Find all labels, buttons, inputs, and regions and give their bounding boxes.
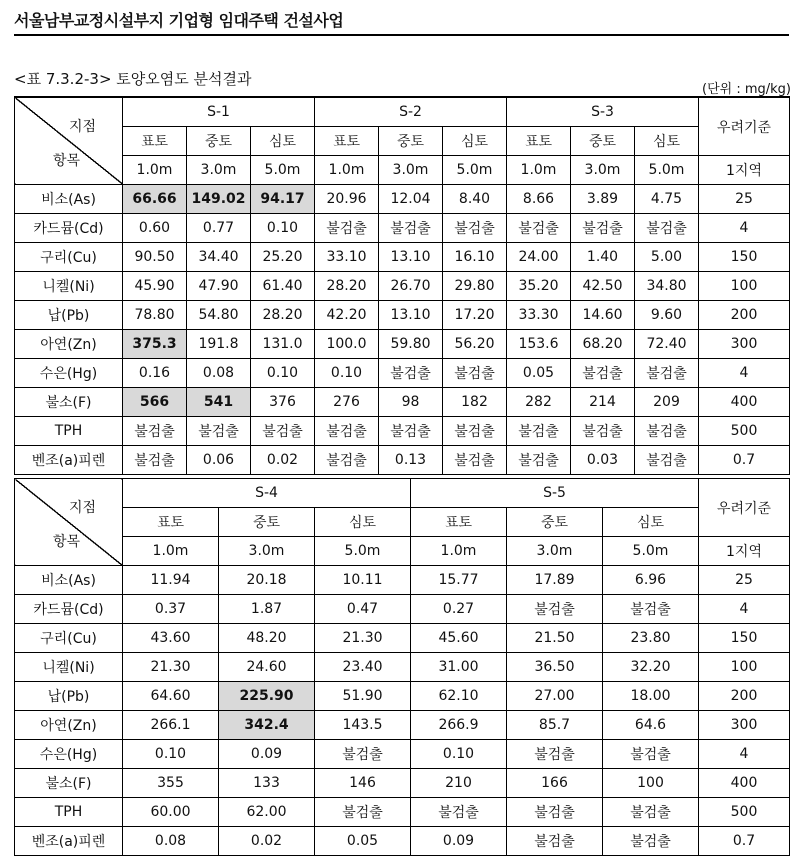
value-cell: 불검출 — [635, 446, 699, 475]
value-cell: 20.18 — [219, 566, 315, 595]
value-cell: 21.30 — [123, 653, 219, 682]
table-row — [15, 359, 790, 388]
standard-zone-header: 1지역 — [699, 156, 790, 185]
value-cell: 32.20 — [603, 653, 699, 682]
standard-value: 100 — [699, 272, 790, 301]
layer-header: 심토 — [251, 127, 315, 156]
value-cell: 143.5 — [315, 711, 411, 740]
value-cell: 100 — [603, 769, 699, 798]
value-cell: 불검출 — [123, 417, 187, 446]
item-name: 비소(As) — [15, 566, 123, 595]
value-cell: 266.1 — [123, 711, 219, 740]
exceeding-value-cell: 541 — [187, 388, 251, 417]
value-cell: 불검출 — [603, 740, 699, 769]
value-cell: 24.00 — [507, 243, 571, 272]
value-cell: 0.10 — [315, 359, 379, 388]
item-header-label: 항목 — [53, 153, 81, 169]
standard-value: 150 — [699, 624, 790, 653]
value-cell: 18.00 — [603, 682, 699, 711]
value-cell: 209 — [635, 388, 699, 417]
item-name: 불소(F) — [15, 388, 123, 417]
exceeding-value-cell: 149.02 — [187, 185, 251, 214]
standard-header: 우려기준 — [699, 97, 790, 156]
item-name: 납(Pb) — [15, 682, 123, 711]
value-cell: 불검출 — [411, 798, 507, 827]
soil-analysis-table-1 — [14, 96, 790, 475]
layer-header: 표토 — [123, 127, 187, 156]
table-row — [15, 740, 790, 769]
standard-value: 500 — [699, 417, 790, 446]
value-cell: 90.50 — [123, 243, 187, 272]
value-cell: 355 — [123, 769, 219, 798]
value-cell: 27.00 — [507, 682, 603, 711]
value-cell: 9.60 — [635, 301, 699, 330]
standard-value: 200 — [699, 301, 790, 330]
table-row — [15, 243, 790, 272]
value-cell: 59.80 — [379, 330, 443, 359]
depth-header: 5.0m — [443, 156, 507, 185]
value-cell: 불검출 — [123, 446, 187, 475]
value-cell: 28.20 — [315, 272, 379, 301]
value-cell: 0.37 — [123, 595, 219, 624]
depth-header: 3.0m — [571, 156, 635, 185]
depth-header: 3.0m — [219, 537, 315, 566]
site-header-label: 지점 — [68, 119, 96, 135]
value-cell: 78.80 — [123, 301, 187, 330]
value-cell: 100.0 — [315, 330, 379, 359]
value-cell: 불검출 — [603, 827, 699, 856]
value-cell: 불검출 — [635, 417, 699, 446]
item-name: 수은(Hg) — [15, 740, 123, 769]
value-cell: 54.80 — [187, 301, 251, 330]
value-cell: 3.89 — [571, 185, 635, 214]
value-cell: 98 — [379, 388, 443, 417]
value-cell: 131.0 — [251, 330, 315, 359]
table-row — [15, 711, 790, 740]
exceeding-value-cell: 66.66 — [123, 185, 187, 214]
layer-header: 심토 — [635, 127, 699, 156]
standard-value: 4 — [699, 740, 790, 769]
value-cell: 불검출 — [379, 359, 443, 388]
table-row — [15, 446, 790, 475]
site-header: S-1 — [123, 97, 315, 127]
value-cell: 불검출 — [379, 417, 443, 446]
value-cell: 불검출 — [315, 214, 379, 243]
value-cell: 0.09 — [219, 740, 315, 769]
depth-header: 1.0m — [507, 156, 571, 185]
standard-value: 4 — [699, 595, 790, 624]
item-name: 카드뮴(Cd) — [15, 595, 123, 624]
value-cell: 266.9 — [411, 711, 507, 740]
value-cell: 5.00 — [635, 243, 699, 272]
value-cell: 불검출 — [571, 359, 635, 388]
value-cell: 불검출 — [507, 827, 603, 856]
value-cell: 26.70 — [379, 272, 443, 301]
value-cell: 14.60 — [571, 301, 635, 330]
site-header: S-5 — [411, 479, 699, 508]
value-cell: 34.40 — [187, 243, 251, 272]
standard-value: 400 — [699, 388, 790, 417]
layer-header: 표토 — [507, 127, 571, 156]
exceeding-value-cell: 566 — [123, 388, 187, 417]
layer-header: 표토 — [315, 127, 379, 156]
value-cell: 4.75 — [635, 185, 699, 214]
value-cell: 0.47 — [315, 595, 411, 624]
value-cell: 25.20 — [251, 243, 315, 272]
depth-header: 1.0m — [123, 537, 219, 566]
value-cell: 10.11 — [315, 566, 411, 595]
value-cell: 불검출 — [507, 214, 571, 243]
value-cell: 17.89 — [507, 566, 603, 595]
value-cell: 6.96 — [603, 566, 699, 595]
value-cell: 376 — [251, 388, 315, 417]
value-cell: 불검출 — [603, 595, 699, 624]
value-cell: 1.40 — [571, 243, 635, 272]
title-divider — [14, 34, 789, 36]
value-cell: 불검출 — [571, 417, 635, 446]
item-name: 구리(Cu) — [15, 243, 123, 272]
value-cell: 153.6 — [507, 330, 571, 359]
value-cell: 8.66 — [507, 185, 571, 214]
item-name: 납(Pb) — [15, 301, 123, 330]
standard-value: 300 — [699, 711, 790, 740]
standard-value: 300 — [699, 330, 790, 359]
table-row — [15, 272, 790, 301]
item-name: 수은(Hg) — [15, 359, 123, 388]
value-cell: 불검출 — [635, 214, 699, 243]
value-cell: 0.03 — [571, 446, 635, 475]
value-cell: 42.50 — [571, 272, 635, 301]
exceeding-value-cell: 94.17 — [251, 185, 315, 214]
value-cell: 64.6 — [603, 711, 699, 740]
value-cell: 182 — [443, 388, 507, 417]
standard-value: 4 — [699, 359, 790, 388]
value-cell: 0.05 — [315, 827, 411, 856]
item-name: 비소(As) — [15, 185, 123, 214]
layer-header: 심토 — [603, 508, 699, 537]
standard-value: 500 — [699, 798, 790, 827]
standard-value: 4 — [699, 214, 790, 243]
exceeding-value-cell: 225.90 — [219, 682, 315, 711]
value-cell: 28.20 — [251, 301, 315, 330]
table-row — [15, 330, 790, 359]
header-row-depths — [15, 537, 790, 566]
value-cell: 29.80 — [443, 272, 507, 301]
depth-header: 5.0m — [635, 156, 699, 185]
value-cell: 51.90 — [315, 682, 411, 711]
table-row — [15, 653, 790, 682]
value-cell: 불검출 — [507, 740, 603, 769]
document-title: 서울남부교정시설부지 기업형 임대주택 건설사업 — [14, 11, 344, 30]
value-cell: 13.10 — [379, 301, 443, 330]
value-cell: 166 — [507, 769, 603, 798]
table-row — [15, 417, 790, 446]
table-row — [15, 595, 790, 624]
value-cell: 불검출 — [635, 359, 699, 388]
depth-header: 1.0m — [315, 156, 379, 185]
value-cell: 21.30 — [315, 624, 411, 653]
standard-value: 0.7 — [699, 827, 790, 856]
standard-value: 25 — [699, 566, 790, 595]
depth-header: 1.0m — [123, 156, 187, 185]
value-cell: 1.87 — [219, 595, 315, 624]
value-cell: 16.10 — [443, 243, 507, 272]
value-cell: 45.60 — [411, 624, 507, 653]
value-cell: 33.10 — [315, 243, 379, 272]
layer-header: 표토 — [123, 508, 219, 537]
value-cell: 불검출 — [443, 417, 507, 446]
value-cell: 72.40 — [635, 330, 699, 359]
value-cell: 불검출 — [315, 798, 411, 827]
value-cell: 24.60 — [219, 653, 315, 682]
value-cell: 64.60 — [123, 682, 219, 711]
site-header-label: 지점 — [68, 500, 96, 516]
value-cell: 11.94 — [123, 566, 219, 595]
table-row — [15, 185, 790, 214]
layer-header: 표토 — [411, 508, 507, 537]
site-item-diagonal-header — [15, 479, 123, 566]
value-cell: 불검출 — [507, 798, 603, 827]
table-row — [15, 769, 790, 798]
item-header-label: 항목 — [53, 534, 81, 550]
table-row — [15, 566, 790, 595]
value-cell: 191.8 — [187, 330, 251, 359]
value-cell: 12.04 — [379, 185, 443, 214]
value-cell: 23.40 — [315, 653, 411, 682]
value-cell: 146 — [315, 769, 411, 798]
table-row — [15, 388, 790, 417]
value-cell: 42.20 — [315, 301, 379, 330]
value-cell: 47.90 — [187, 272, 251, 301]
value-cell: 34.80 — [635, 272, 699, 301]
value-cell: 48.20 — [219, 624, 315, 653]
header-row-layers — [15, 127, 790, 156]
value-cell: 0.02 — [219, 827, 315, 856]
value-cell: 13.10 — [379, 243, 443, 272]
table-caption: <표 7.3.2-3> 토양오염도 분석결과 — [14, 70, 252, 88]
depth-header: 3.0m — [187, 156, 251, 185]
depth-header: 1.0m — [411, 537, 507, 566]
value-cell: 0.08 — [123, 827, 219, 856]
site-item-diagonal-header — [15, 97, 123, 185]
layer-header: 중토 — [507, 508, 603, 537]
header-row-sites — [15, 479, 790, 508]
value-cell: 불검출 — [507, 446, 571, 475]
standard-value: 100 — [699, 653, 790, 682]
layer-header: 중토 — [571, 127, 635, 156]
item-name: 아연(Zn) — [15, 330, 123, 359]
value-cell: 282 — [507, 388, 571, 417]
value-cell: 61.40 — [251, 272, 315, 301]
item-name: 니켈(Ni) — [15, 272, 123, 301]
site-header: S-4 — [123, 479, 411, 508]
value-cell: 0.09 — [411, 827, 507, 856]
value-cell: 0.13 — [379, 446, 443, 475]
value-cell: 0.06 — [187, 446, 251, 475]
value-cell: 0.10 — [251, 214, 315, 243]
layer-header: 중토 — [379, 127, 443, 156]
value-cell: 불검출 — [507, 417, 571, 446]
depth-header: 3.0m — [507, 537, 603, 566]
item-name: 벤조(a)피렌 — [15, 827, 123, 856]
value-cell: 불검출 — [603, 798, 699, 827]
value-cell: 133 — [219, 769, 315, 798]
value-cell: 불검출 — [571, 214, 635, 243]
standard-value: 0.7 — [699, 446, 790, 475]
site-header: S-2 — [315, 97, 507, 127]
value-cell: 0.08 — [187, 359, 251, 388]
value-cell: 85.7 — [507, 711, 603, 740]
standard-zone-header: 1지역 — [699, 537, 790, 566]
value-cell: 불검출 — [507, 595, 603, 624]
value-cell: 210 — [411, 769, 507, 798]
standard-value: 150 — [699, 243, 790, 272]
exceeding-value-cell: 375.3 — [123, 330, 187, 359]
table-row — [15, 827, 790, 856]
value-cell: 21.50 — [507, 624, 603, 653]
unit-label: (단위 : mg/kg) — [702, 82, 791, 97]
value-cell: 0.02 — [251, 446, 315, 475]
item-name: 불소(F) — [15, 769, 123, 798]
value-cell: 23.80 — [603, 624, 699, 653]
value-cell: 214 — [571, 388, 635, 417]
value-cell: 불검출 — [187, 417, 251, 446]
layer-header: 중토 — [187, 127, 251, 156]
value-cell: 62.10 — [411, 682, 507, 711]
value-cell: 68.20 — [571, 330, 635, 359]
value-cell: 20.96 — [315, 185, 379, 214]
value-cell: 불검출 — [315, 417, 379, 446]
value-cell: 0.27 — [411, 595, 507, 624]
depth-header: 5.0m — [603, 537, 699, 566]
table-row — [15, 682, 790, 711]
table-row — [15, 214, 790, 243]
item-name: TPH — [15, 798, 123, 827]
item-name: 카드뮴(Cd) — [15, 214, 123, 243]
layer-header: 심토 — [443, 127, 507, 156]
exceeding-value-cell: 342.4 — [219, 711, 315, 740]
value-cell: 31.00 — [411, 653, 507, 682]
depth-header: 5.0m — [251, 156, 315, 185]
item-name: 구리(Cu) — [15, 624, 123, 653]
depth-header: 5.0m — [315, 537, 411, 566]
value-cell: 8.40 — [443, 185, 507, 214]
value-cell: 0.10 — [123, 740, 219, 769]
item-name: 벤조(a)피렌 — [15, 446, 123, 475]
standard-value: 200 — [699, 682, 790, 711]
value-cell: 0.16 — [123, 359, 187, 388]
header-row-sites — [15, 97, 790, 127]
value-cell: 0.10 — [251, 359, 315, 388]
header-row-layers — [15, 508, 790, 537]
layer-header: 심토 — [315, 508, 411, 537]
value-cell: 36.50 — [507, 653, 603, 682]
standard-value: 400 — [699, 769, 790, 798]
item-name: 아연(Zn) — [15, 711, 123, 740]
value-cell: 43.60 — [123, 624, 219, 653]
value-cell: 불검출 — [443, 214, 507, 243]
table-row — [15, 624, 790, 653]
value-cell: 62.00 — [219, 798, 315, 827]
value-cell: 17.20 — [443, 301, 507, 330]
value-cell: 45.90 — [123, 272, 187, 301]
site-header: S-3 — [507, 97, 699, 127]
table-row — [15, 798, 790, 827]
value-cell: 불검출 — [443, 446, 507, 475]
item-name: 니켈(Ni) — [15, 653, 123, 682]
value-cell: 35.20 — [507, 272, 571, 301]
standard-value: 25 — [699, 185, 790, 214]
value-cell: 33.30 — [507, 301, 571, 330]
value-cell: 0.60 — [123, 214, 187, 243]
value-cell: 불검출 — [379, 214, 443, 243]
value-cell: 15.77 — [411, 566, 507, 595]
value-cell: 불검출 — [315, 446, 379, 475]
standard-header: 우려기준 — [699, 479, 790, 537]
value-cell: 0.05 — [507, 359, 571, 388]
value-cell: 불검출 — [443, 359, 507, 388]
soil-analysis-table-2 — [14, 478, 790, 856]
value-cell: 불검출 — [315, 740, 411, 769]
header-row-depths — [15, 156, 790, 185]
value-cell: 60.00 — [123, 798, 219, 827]
value-cell: 56.20 — [443, 330, 507, 359]
item-name: TPH — [15, 417, 123, 446]
depth-header: 3.0m — [379, 156, 443, 185]
value-cell: 0.10 — [411, 740, 507, 769]
value-cell: 0.77 — [187, 214, 251, 243]
value-cell: 276 — [315, 388, 379, 417]
layer-header: 중토 — [219, 508, 315, 537]
value-cell: 불검출 — [251, 417, 315, 446]
table-row — [15, 301, 790, 330]
